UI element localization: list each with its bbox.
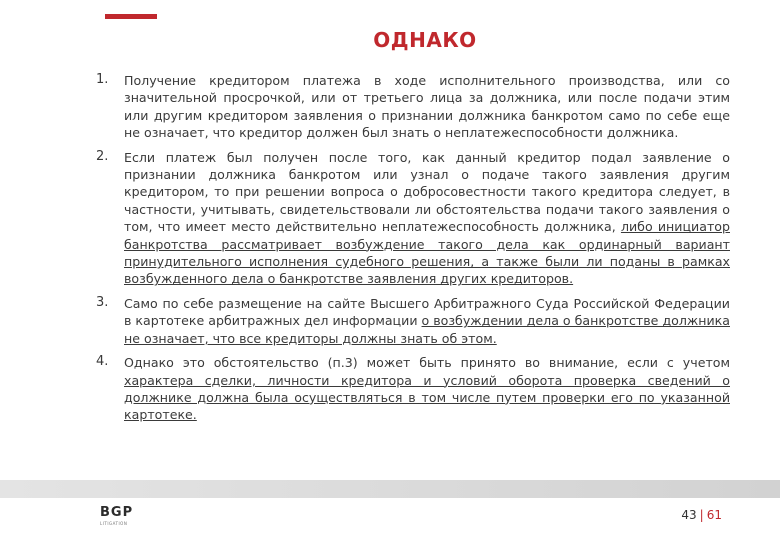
item-plain-text: Само по себе размещение на сайте Высшего Арбитражного Суда Российской Федерации в картотеке арбитражных дел информации [124,295,730,329]
item-plain-text: Если платеж был получен после того, как данный кредитор подал заявление о признании должника банкротом или узнал о подаче такого заявления другим кредитором, то при решении вопроса о добросовестности такого кредитора следует, в частности, учитывать, свидетельствовали ли обстоятельства подачи такого заявления о том, что имеет место действительно неплатежеспособность должника, [124,149,730,235]
footer-band [0,480,780,498]
item-number: 3. [96,294,109,310]
item-plain-text: Получение кредитором платежа в ходе исполнительного производства, или со значительной просрочкой, или от третьего лица за должника, или после подачи этим или другим кредитором заявления о признании должника банкротом само по себе еще не означает, что кредитор должен был знать о неплатежеспособности должника. [124,73,730,141]
item-text [124,72,730,142]
accent-bar [105,14,157,19]
item-underlined-text: о возбуждении дела о банкротстве должника не означает, что все кредиторы должны знать об этом. [124,313,730,346]
company-logo [100,505,133,526]
item-plain-text: Однако это обстоятельство (п.3) может быть принято во внимание, если с учетом [124,355,730,371]
item-text [124,295,730,347]
slide-title: ОДНАКО [373,28,477,52]
logo-main-text: BGP [100,505,134,520]
item-number: 4. [96,354,109,370]
item-text [124,354,730,424]
page-number [681,508,722,522]
item-number: 2. [96,148,109,164]
logo-sub-text: LITIGATION [100,521,128,526]
page-separator: | [699,508,704,522]
list-item [96,354,730,424]
item-underlined-text: либо инициатор банкротства рассматривает возбуждение такого дела как ординарный вариант принудительного исполнения судебного решения, а также были ли поданы в рамках возбужденного дела о банкротстве заявления других кредиторов. [124,219,730,287]
page-total: 61 [706,508,722,522]
page-current: 43 [681,508,697,522]
item-underlined-text: характера сделки, личности кредитора и условий оборота проверка сведений о должнике должна была осуществляться в том числе путем проверки его по указанной картотеке. [124,372,730,423]
list-item [96,149,730,288]
points-list [96,72,730,431]
item-text [124,149,730,288]
list-item [96,72,730,142]
list-item [96,295,730,347]
item-number: 1. [96,72,109,87]
